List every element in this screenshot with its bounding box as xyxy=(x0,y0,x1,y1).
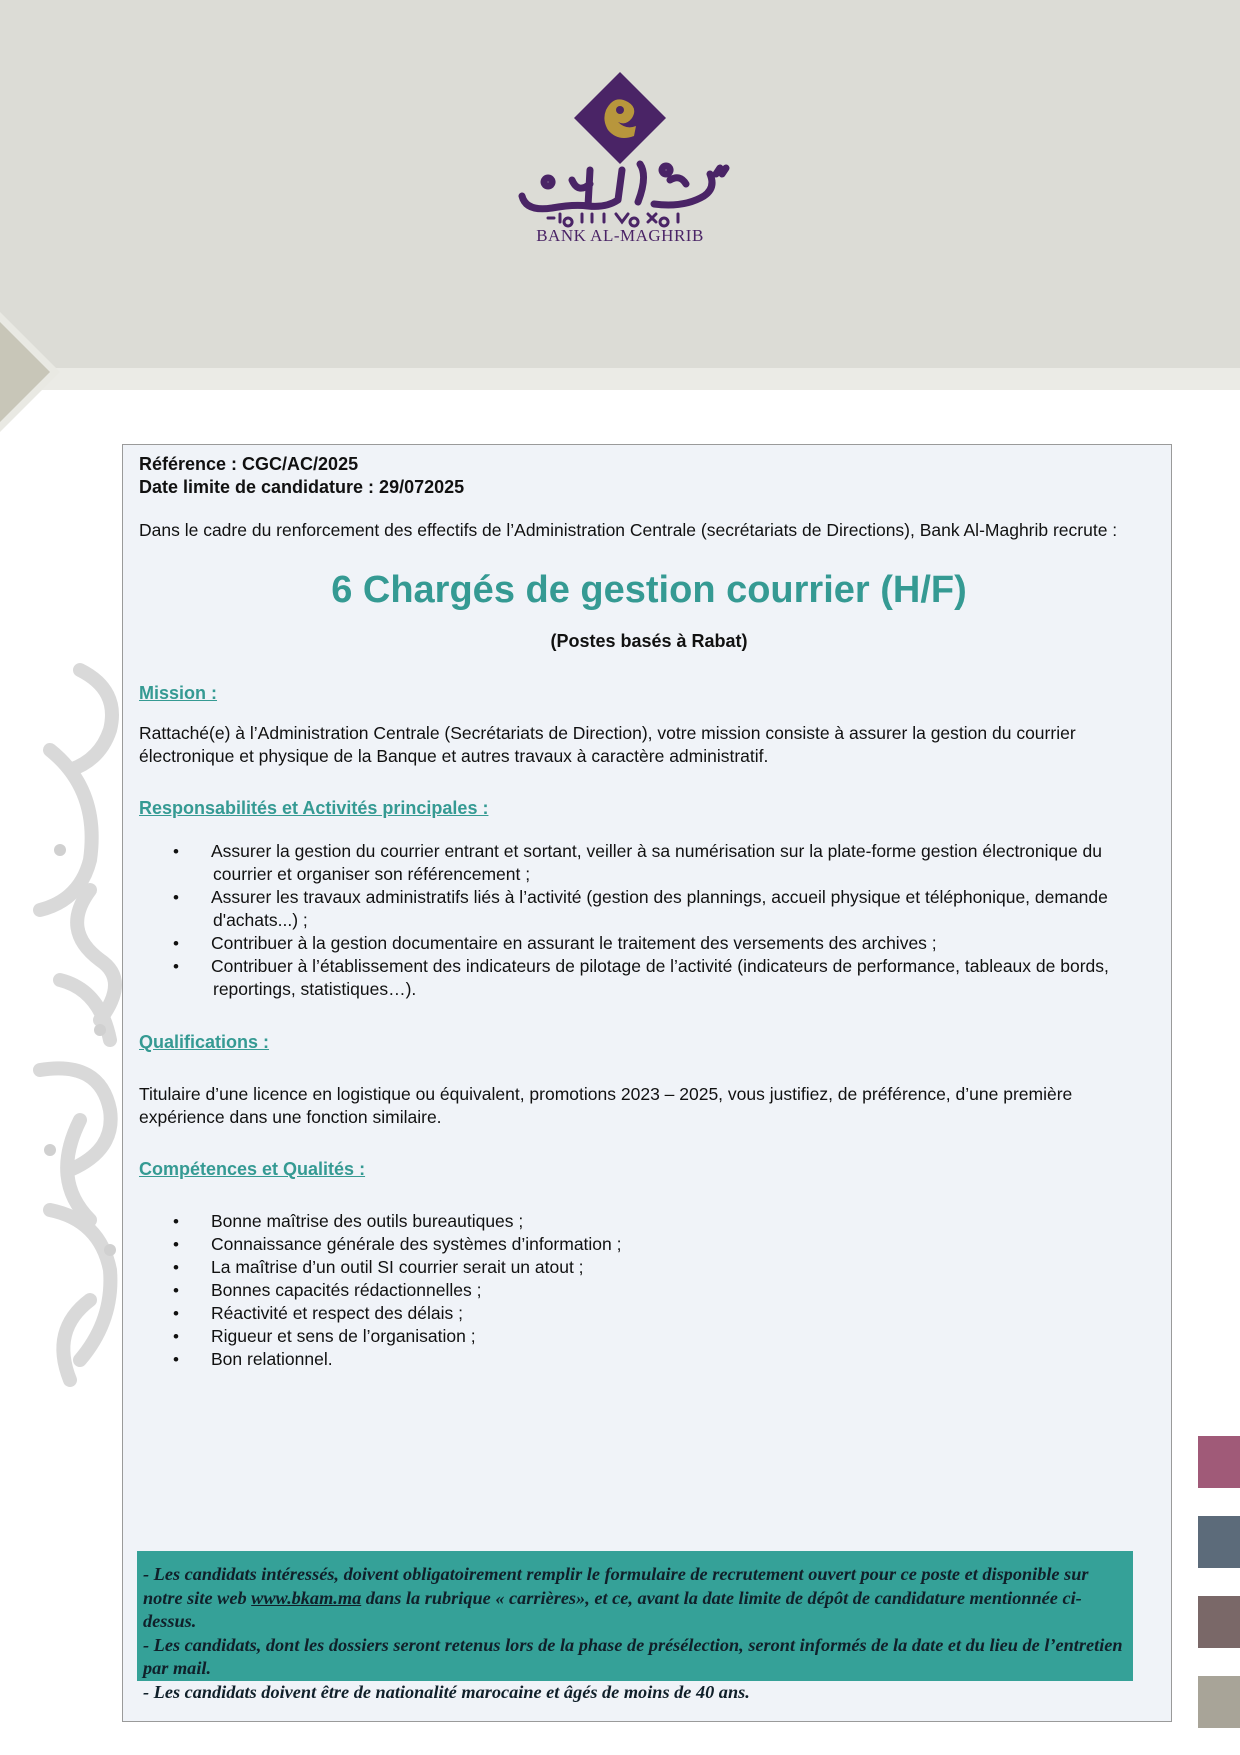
skills-list xyxy=(139,1210,1159,1371)
qualifications-text: Titulaire d’une licence en logistique ou équivalent, promotions 2023 – 2025, vous justifiez, de préférence, d’une première expérience dans une fonction similaire. xyxy=(139,1084,1073,1127)
header-stripe xyxy=(0,368,1240,390)
job-posting-card xyxy=(122,444,1172,1722)
color-swatch-stone xyxy=(1198,1676,1240,1728)
calligraphy-watermark-icon xyxy=(20,650,130,1390)
job-posting-content xyxy=(139,453,1159,1371)
logo-caption: BANK AL-MAGHRIB xyxy=(536,226,704,245)
notice-line-2: - Les candidats, dont les dossiers seront retenus lors de la phase de présélection, seront informés de la date et du lieu de l’entretien par mail. xyxy=(143,1634,1123,1679)
qualifications-heading: Qualifications : xyxy=(139,1032,270,1052)
intro-text: Dans le cadre du renforcement des effectifs de l’Administration Centrale (secrétariats de Directions), Bank Al-Maghrib recrute : xyxy=(139,520,1118,540)
responsibilities-heading: Responsabilités et Activités principales : xyxy=(139,798,489,818)
color-swatch-slate xyxy=(1198,1516,1240,1568)
color-swatch-taupe xyxy=(1198,1596,1240,1648)
list-item: • La maîtrise d’un outil SI courrier serait un atout ; xyxy=(139,1256,1159,1279)
list-item: • Contribuer à la gestion documentaire en assurant le traitement des versements des archives ; xyxy=(139,932,1159,955)
list-item: • Bonne maîtrise des outils bureautiques ; xyxy=(139,1210,1159,1233)
skills-heading: Compétences et Qualités : xyxy=(139,1159,366,1179)
color-swatch-mauve xyxy=(1198,1436,1240,1488)
responsibilities-list xyxy=(139,840,1159,1001)
notice-line-3: - Les candidats doivent être de nationalité marocaine et âgés de moins de 40 ans. xyxy=(143,1681,750,1702)
job-title: 6 Chargés de gestion courrier (H/F) xyxy=(331,569,967,611)
website-link[interactable]: www.bkam.ma xyxy=(251,1587,362,1608)
bank-al-maghrib-logo xyxy=(488,70,752,250)
notice-line-1-end: dans la rubrique « carrières», et ce, avant la date limite de dépôt de candidature mentionnée ci-dessus. xyxy=(143,1587,1082,1632)
job-location: (Postes basés à Rabat) xyxy=(550,631,748,651)
deadline: Date limite de candidature : 29/072025 xyxy=(139,477,465,497)
list-item: • Réactivité et respect des délais ; xyxy=(139,1302,1159,1325)
list-item: • Assurer la gestion du courrier entrant et sortant, veiller à sa numérisation sur la plate-forme gestion électronique du courrier et organiser son référencement ; xyxy=(139,840,1159,886)
list-item: • Connaissance générale des systèmes d’information ; xyxy=(139,1233,1159,1256)
notice-line-1-start: - Les candidats intéressés, doivent obligatoirement remplir le formulaire de recrutement ouvert pour ce poste et disponible sur notre site web xyxy=(143,1564,1089,1608)
list-item: • Bonnes capacités rédactionnelles ; xyxy=(139,1279,1159,1302)
list-item: • Contribuer à l’établissement des indicateurs de pilotage de l’activité (indicateurs de performance, tableaux de bords, reportings, statistiques…). xyxy=(139,955,1159,1001)
mission-text: Rattaché(e) à l’Administration Centrale (Secrétariats de Direction), votre mission consiste à assurer la gestion du courrier électronique et physique de la Banque et autres travaux à caractère administratif. xyxy=(139,723,1076,766)
reference: Référence : CGC/AC/2025 xyxy=(139,454,359,474)
mission-heading: Mission : xyxy=(139,683,218,703)
application-notice xyxy=(137,1551,1133,1702)
decorative-arrow-icon xyxy=(0,312,64,432)
list-item: • Rigueur et sens de l’organisation ; xyxy=(139,1325,1159,1348)
list-item: • Assurer les travaux administratifs liés à l’activité (gestion des plannings, accueil physique et téléphonique, demande d'achats...) ; xyxy=(139,886,1159,932)
list-item: • Bon relationnel. xyxy=(139,1348,1159,1371)
